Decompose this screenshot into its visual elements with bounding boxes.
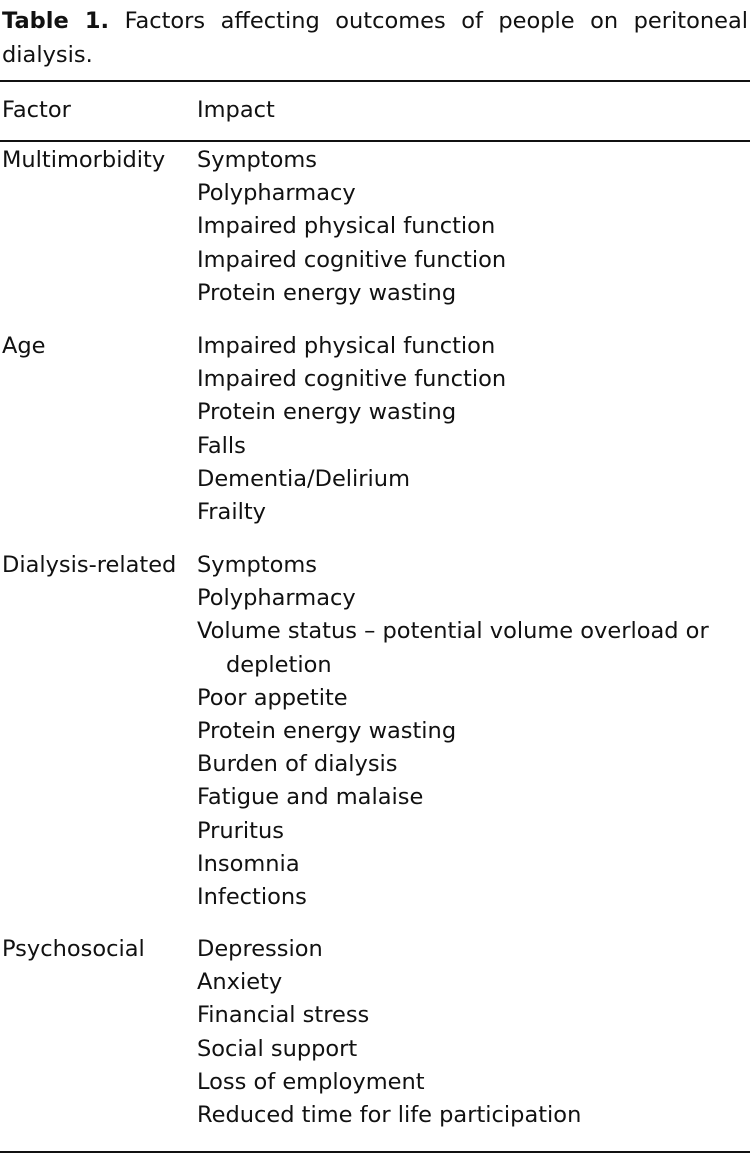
- impact-item: Impaired physical function: [197, 213, 496, 240]
- table-top-rule: [0, 80, 750, 82]
- impact-item: Impaired cognitive function: [197, 246, 507, 273]
- impact-item: Protein energy wasting: [197, 718, 457, 745]
- impact-list: [197, 330, 742, 529]
- column-header-factor: Factor: [2, 97, 71, 123]
- table-caption-label: Table 1.: [2, 8, 110, 34]
- impact-item: Pruritus: [197, 817, 284, 844]
- impact-item: Financial stress: [197, 1002, 370, 1029]
- impact-item: Reduced time for life participation: [197, 1102, 582, 1129]
- impact-list: [197, 549, 742, 914]
- impact-list: [197, 144, 742, 310]
- table-caption: [2, 4, 748, 72]
- impact-item: Social support: [197, 1035, 358, 1062]
- impact-item: Poor appetite: [197, 684, 348, 711]
- impact-item: Frailty: [197, 499, 266, 526]
- table-caption-text: Factors affecting outcomes of people on peritoneal dialysis.: [2, 8, 748, 68]
- impact-list: [197, 933, 742, 1132]
- impact-item: Symptoms: [197, 147, 318, 173]
- impact-item: Protein energy wasting: [197, 399, 457, 426]
- impact-item: Burden of dialysis: [197, 751, 398, 778]
- impact-item: Anxiety: [197, 969, 283, 996]
- impact-item: Protein energy wasting: [197, 279, 457, 306]
- impact-item: Fatigue and malaise: [197, 784, 424, 811]
- table-header-rule: [0, 140, 750, 142]
- impact-item: Falls: [197, 432, 246, 459]
- column-header-impact: Impact: [197, 97, 275, 123]
- impact-item: Depression: [197, 936, 323, 962]
- impact-item: Dementia/Delirium: [197, 465, 410, 492]
- impact-item: Polypharmacy: [197, 180, 356, 207]
- factor-cell: Dialysis-related: [2, 552, 177, 578]
- table-bottom-rule: [0, 1151, 750, 1153]
- factor-cell: Age: [2, 333, 46, 359]
- impact-item: Infections: [197, 884, 307, 911]
- impact-item: Impaired cognitive function: [197, 366, 507, 393]
- impact-item: Volume status – potential volume overload or depletion: [197, 618, 709, 678]
- impact-item: Insomnia: [197, 850, 300, 877]
- impact-item: Polypharmacy: [197, 585, 356, 612]
- impact-item: Loss of employment: [197, 1068, 425, 1095]
- factor-cell: Multimorbidity: [2, 147, 166, 173]
- impact-item: Symptoms: [197, 552, 318, 578]
- impact-item: Impaired physical function: [197, 333, 496, 359]
- factor-cell: Psychosocial: [2, 936, 145, 962]
